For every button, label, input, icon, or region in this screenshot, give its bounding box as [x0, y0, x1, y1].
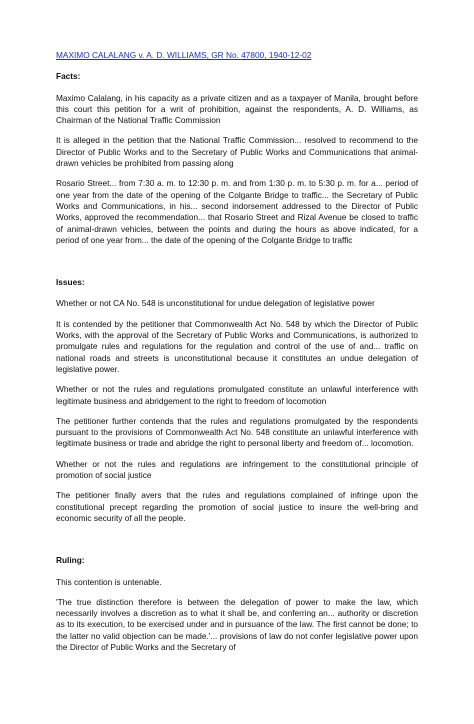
ruling-paragraph: This contention is untenable. [56, 576, 162, 587]
issues-heading: Issues: [56, 277, 85, 288]
ruling-paragraph: 'The true distinction therefore is between the delegation of power to make the law, which necessarily involves a discretion as to what it shall be, and conferring an... authority or discretion as to its execution, to be exercised under and in pursuance of the law. The first cannot be done; to the latter no valid objection can be made.'... provisions of law do not confer legislative power upon the Director of Public Works and the Secretary of [56, 596, 418, 652]
document-body [56, 50, 418, 662]
facts-paragraph: It is alleged in the petition that the National Traffic Commission... resolved to recommend to the Director of Public Works and to the Secretary of Public Works and Communications that animal-drawn vehicles be prohibited from passing along [56, 135, 418, 169]
facts-paragraph: Maximo Calalang, in his capacity as a private citizen and as a taxpayer of Manila, brought before this court this petition for a writ of prohibition, against the respondents, A. D. Williams, as Chairman of the National Traffic Commission [56, 92, 418, 126]
issues-paragraph: Whether or not the rules and regulations are infringement to the constitutional principle of promotion of social justice [56, 458, 418, 481]
issues-paragraph: The petitioner further contends that the rules and regulations promulgated by the respondents pursuant to the provisions of Commonwealth Act No. 548 constitute an unlawful interference with legitimate business or trade and abridge the right to personal liberty and freedom of... locomotion. [56, 415, 418, 449]
issues-paragraph: It is contended by the petitioner that Commonwealth Act No. 548 by which the Director of Public Works, with the approval of the Secretary of Public Works and Communications, is authorized to promulgate rules and regulations for the regulation and control of the use of and... traffic on national roads and streets is unconstitutional because it constitutes an undue delegation of legislative power. [56, 318, 418, 374]
case-title-link[interactable]: MAXIMO CALALANG v. A. D. WILLIAMS, GR No. 47800, 1940-12-02 [56, 50, 312, 60]
issues-paragraph: Whether or not the rules and regulations promulgated constitute an unlawful interference with legitimate business and abridgement to the right to freedom of locomotion [56, 384, 418, 406]
section-spacer [56, 533, 418, 555]
section-spacer [56, 255, 418, 277]
ruling-heading: Ruling: [56, 555, 85, 566]
issues-paragraph: The petitioner finally avers that the rules and regulations complained of infringe upon the constitutional precept regarding the promotion of social justice to insure the well-bring and economic security of all the people. [56, 490, 418, 523]
facts-heading: Facts: [56, 71, 81, 82]
issues-paragraph: Whether or not CA No. 548 is unconstitutional for undue delegation of legislative power [56, 298, 375, 309]
facts-paragraph: Rosario Street... from 7:30 a. m. to 12:30 p. m. and from 1:30 p. m. to 5:30 p. m. for a... period of one year from the date of the opening of the Colgante Bridge to traffic... the Secretary of Public Works and Communications, in his... second indorsement addressed to the Director of Public Works, approved the recommendation... that Rosario Street and Rizal Avenue be closed to traffic of animal-drawn vehicles, between the points and during the hours as above indicated, for a period of one year from... the date of the opening of the Colgante Bridge to traffic [56, 178, 418, 245]
